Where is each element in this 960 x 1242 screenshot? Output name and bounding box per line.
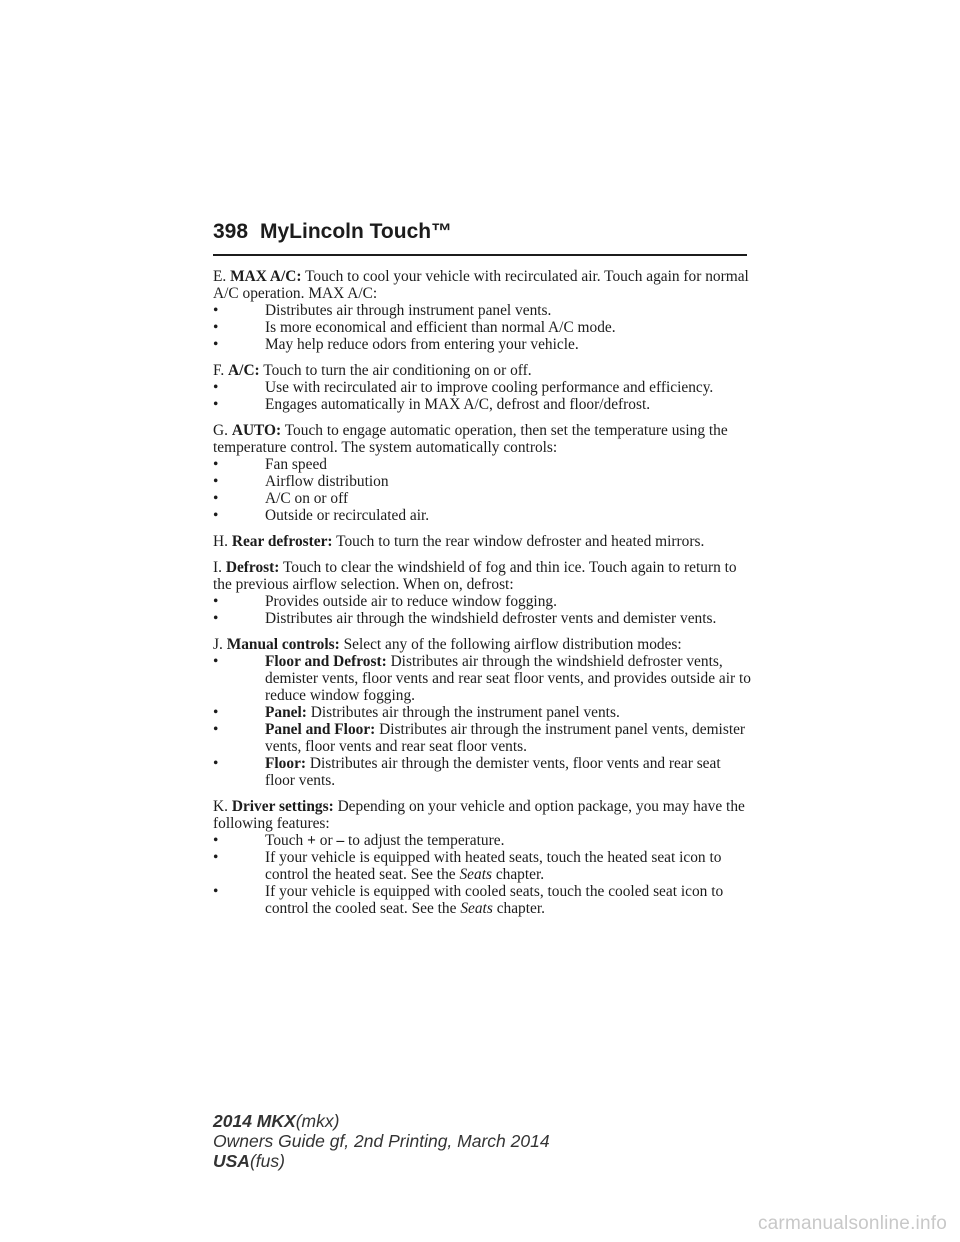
bullet-icon: • [213, 704, 219, 721]
bullet-icon: • [213, 490, 219, 507]
section-term: Defrost: [225, 559, 280, 576]
section-letter: H. [213, 533, 228, 550]
section-e [213, 268, 753, 353]
bullet-icon: • [213, 593, 219, 610]
bullet-icon: • [213, 721, 219, 738]
minus-symbol: – [336, 832, 345, 849]
section-letter: J. [213, 636, 223, 653]
plus-symbol: + [307, 832, 316, 849]
chapter-title: MyLincoln Touch™ [260, 220, 453, 243]
list-item: • Outside or recirculated air. [213, 507, 430, 524]
list-item: • Engages automatically in MAX A/C, defrost and floor/defrost. [213, 396, 651, 413]
bullet-icon: • [213, 653, 219, 670]
page-content [213, 268, 753, 926]
list-item: • Floor and Defrost: Distributes air through the windshield defroster vents, demister vents, floor vents and rear seat floor vents, and provides outside air to reduce window fogging. [213, 653, 751, 704]
list-item: • Airflow distribution [213, 473, 389, 490]
section-letter: F. [213, 362, 225, 379]
chapter-reference: Seats [459, 866, 492, 883]
list-item: • Fan speed [213, 456, 327, 473]
page-header [213, 219, 747, 245]
list-item: • May help reduce odors from entering your vehicle. [213, 336, 579, 353]
list-item: • Touch + or – to adjust the temperature. [213, 832, 505, 849]
section-term: MAX A/C: [230, 268, 302, 285]
page-footer: 2014 MKX(mkx) Owners Guide gf, 2nd Printing, March 2014 USA(fus) [213, 1111, 550, 1171]
section-text: Touch to turn the rear window defroster and heated mirrors. [336, 533, 705, 550]
section-text: Depending on your vehicle and option package, you may have the following features: [213, 798, 745, 832]
section-g [213, 422, 753, 524]
list-item: • Panel: Distributes air through the instrument panel vents. [213, 704, 620, 721]
bullet-icon: • [213, 302, 219, 319]
bullet-icon: • [213, 507, 219, 524]
section-text: Touch to turn the air conditioning on or off. [263, 362, 532, 379]
list-item: • Provides outside air to reduce window fogging. [213, 593, 557, 610]
section-text: Select any of the following airflow distribution modes: [343, 636, 682, 653]
section-letter: K. [213, 798, 228, 815]
section-j [213, 636, 753, 789]
section-text: Touch to clear the windshield of fog and thin ice. Touch again to return to the previous airflow selection. When on, defrost: [213, 559, 737, 593]
section-term: AUTO: [231, 422, 282, 439]
footer-edition: Owners Guide gf, 2nd Printing, March 2014 [213, 1131, 550, 1151]
section-term: Manual controls: [226, 636, 340, 653]
bullet-icon: • [213, 849, 219, 866]
section-text: Touch to engage automatic operation, then set the temperature using the temperature control. The system automatically controls: [213, 422, 728, 456]
page-number: 398 [213, 220, 249, 243]
section-h [213, 533, 753, 550]
watermark: carmanualsonline.info [757, 1213, 947, 1234]
bullet-icon: • [213, 396, 219, 413]
section-term: Driver settings: [231, 798, 334, 815]
bullet-icon: • [213, 456, 219, 473]
bullet-icon: • [213, 883, 219, 900]
bullet-icon: • [213, 473, 219, 490]
section-k [213, 798, 753, 917]
footer-model: 2014 MKX [213, 1111, 296, 1131]
list-item: • Distributes air through instrument panel vents. [213, 302, 552, 319]
section-term: A/C: [228, 362, 260, 379]
section-text: Touch to cool your vehicle with recirculated air. Touch again for normal A/C operation. MAX A/C: [213, 268, 749, 302]
list-item: • Use with recirculated air to improve cooling performance and efficiency. [213, 379, 714, 396]
bullet-icon: • [213, 336, 219, 353]
bullet-icon: • [213, 755, 219, 772]
section-i [213, 559, 753, 627]
bullet-icon: • [213, 832, 219, 849]
section-term: Rear defroster: [231, 533, 333, 550]
bullet-icon: • [213, 610, 219, 627]
section-letter: E. [213, 268, 227, 285]
bullet-icon: • [213, 319, 219, 336]
section-f [213, 362, 753, 413]
list-item: • Panel and Floor: Distributes air through the instrument panel vents, demister vents, floor vents and rear seat floor vents. [213, 721, 746, 755]
header-rule [213, 254, 747, 256]
section-letter: G. [213, 422, 228, 439]
chapter-reference: Seats [460, 900, 493, 917]
footer-market: USA [213, 1151, 250, 1171]
list-item: • If your vehicle is equipped with cooled seats, touch the cooled seat icon to control the cooled seat. See the Seats chapter. [213, 883, 724, 917]
list-item: • Is more economical and efficient than normal A/C mode. [213, 319, 616, 336]
list-item: • If your vehicle is equipped with heated seats, touch the heated seat icon to control the heated seat. See the Seats chapter. [213, 849, 722, 883]
section-letter: I. [213, 559, 222, 576]
list-item: • Distributes air through the windshield defroster vents and demister vents. [213, 610, 717, 627]
list-item: • A/C on or off [213, 490, 349, 507]
list-item: • Floor: Distributes air through the demister vents, floor vents and rear seat floor vents. [213, 755, 721, 789]
bullet-icon: • [213, 379, 219, 396]
